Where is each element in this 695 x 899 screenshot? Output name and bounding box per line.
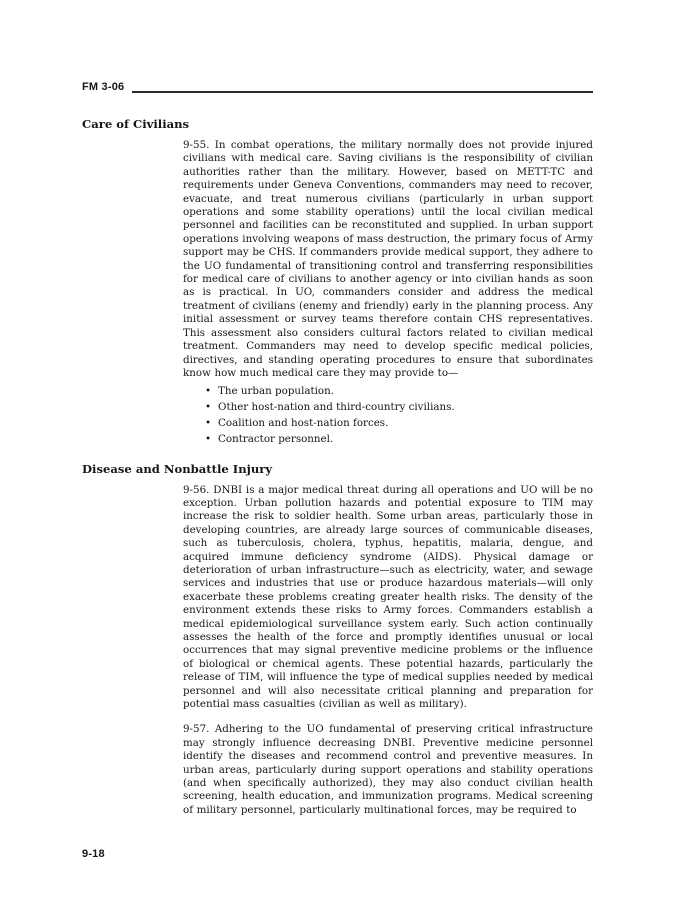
doc-code-label: FM 3-06	[82, 81, 125, 93]
bullet-text: The urban population.	[218, 385, 335, 398]
section-heading: Care of Civilians	[82, 117, 190, 131]
bullet-text: Other host-nation and third-country civilians.	[218, 401, 455, 414]
bullet-text: Coalition and host-nation forces.	[218, 416, 389, 429]
section-heading: Disease and Nonbattle Injury	[82, 461, 273, 476]
bullet-icon: •	[205, 401, 212, 414]
bullet-list	[82, 384, 593, 447]
bullet-icon: •	[205, 432, 212, 445]
list-item	[205, 432, 593, 448]
section-disease-and-nonbattle-injury	[82, 462, 593, 818]
paragraph-9-56: 9-56. DNBI is a major medical threat during all operations and UO will be no exception. Urban pollution hazards and potential exposure to TIM may increase the risk to soldier health. Some urban areas, particularly those in developing countries, are already large sources of communicable diseases, such as tuberculosis, cholera, typhus, hepatitis, malaria, dengue, and acquired immune deficiency syndrome (AIDS). Physical damage or deterioration of urban infrastructure—such as electricity, water, and sewage services and industries that use or produce hazardous materials—will only exacerbate these problems creating greater health risks. The density of the environment extends these risks to Army forces. Commanders establish a medical epidemiological surveillance system early. Such action continually assesses the health of the force and promptly identifies unusual or local occurrences that may signal preventive medicine problems or the influence of biological or chemical agents. These potential hazards, particularly the release of TIM, will influence the type of medical supplies needed by medical personnel and will also necessitate critical planning and preparation for potential mass casualties (civilian as well as military).	[183, 483, 593, 710]
page-content	[82, 117, 593, 817]
section-care-of-civilians	[82, 117, 593, 448]
running-header	[82, 82, 593, 93]
header-rule-divider	[132, 91, 593, 93]
list-item	[205, 416, 593, 432]
bullet-icon: •	[205, 385, 212, 398]
paragraph-9-55: 9-55. In combat operations, the military normally does not provide injured civilians with medical care. Saving civilians is the responsibility of civilian authorities rather than the military. However, based on METT-TC and requirements under Geneva Conventions, commanders may need to recover, evacuate, and treat numerous civilians (particularly in urban support operations and some stability operations) until the local civilian medical personnel and facilities can be reconstituted and supplied. In urban support operations involving weapons of mass destruction, the primary focus of Army support may be CHS. If commanders provide medical support, they adhere to the UO fundamental of transitioning control and transferring responsibilities for medical care of civilians to another agency or into civilian hands as soon as is practical. In UO, commanders consider and address the medical treatment of civilians (enemy and friendly) early in the planning process. Any initial assessment or survey teams therefore contain CHS representatives. This assessment also considers cultural factors related to civilian medical treatment. Commanders may need to develop specific medical policies, directives, and standing operating procedures to ensure that subordinates know how much medical care they may provide to—	[183, 139, 593, 379]
bullet-icon: •	[205, 416, 212, 429]
paragraph-9-57: 9-57. Adhering to the UO fundamental of preserving critical infrastructure may strongly influence decreasing DNBI. Preventive medicine personnel identify the diseases and recommend control and preventive measures. In urban areas, particularly during support operations and stability operations (and when specifically authorized), they may also conduct civilian health screening, health education, and immunization programs. Medical screening of military personnel, particularly multinational forces, may be required to	[183, 723, 593, 816]
list-item	[205, 384, 593, 400]
page-number: 9-18	[82, 848, 105, 860]
list-item	[205, 400, 593, 416]
bullet-text: Contractor personnel.	[218, 432, 334, 445]
